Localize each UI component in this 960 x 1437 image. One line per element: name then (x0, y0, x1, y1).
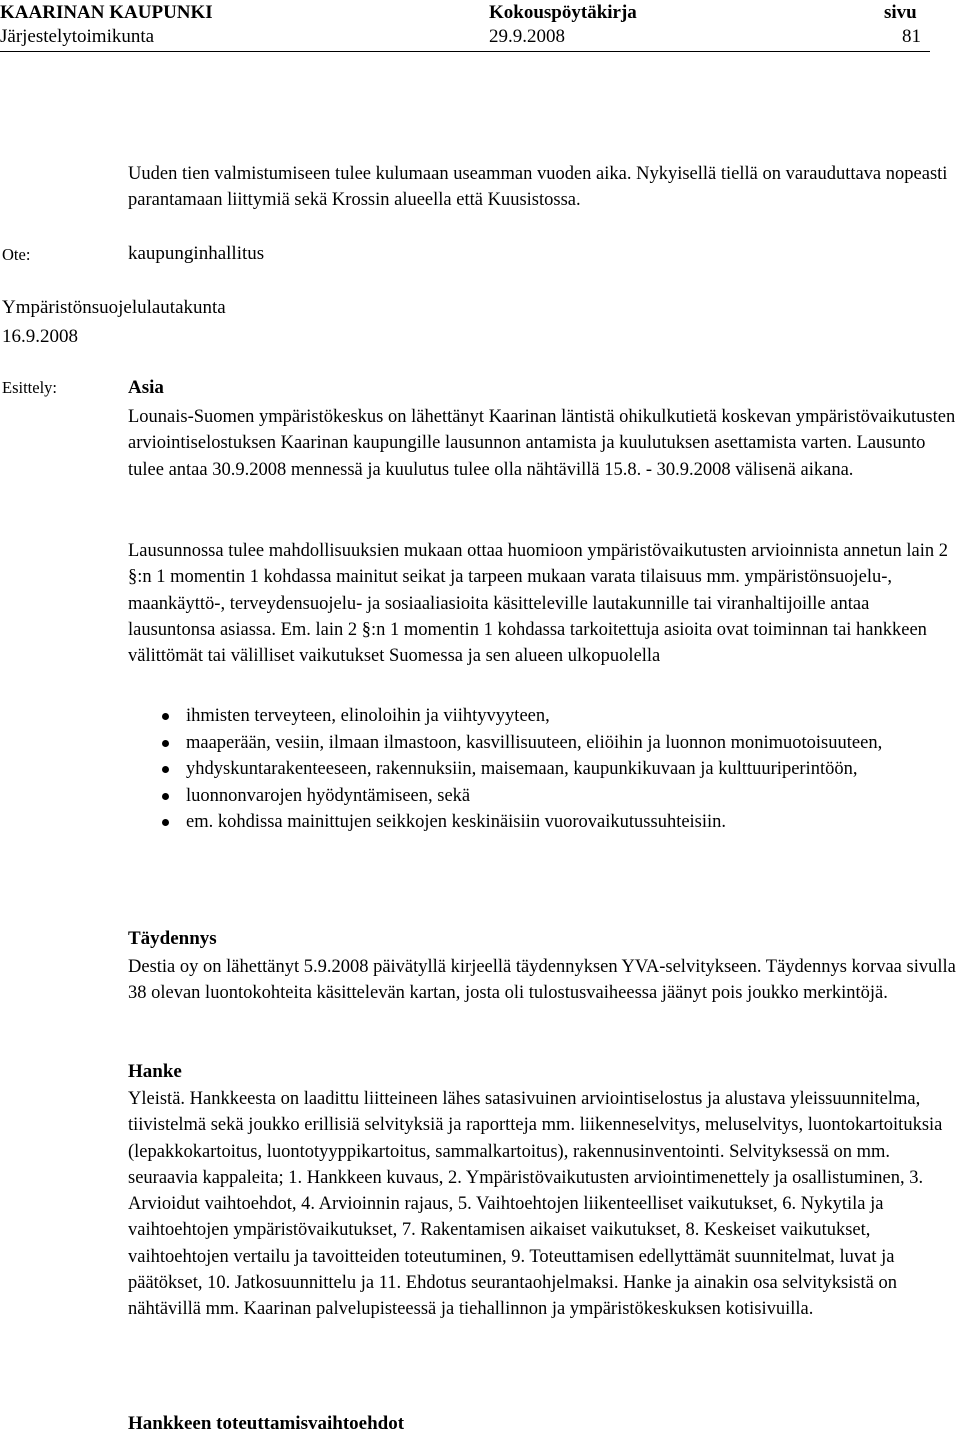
page-label: sivu (884, 2, 917, 23)
extract-label: Ote: (2, 245, 31, 264)
statement-paragraph: Lausunnossa tulee mahdollisuuksien mukaan ottaa huomioon ympäristövaikutusten arvioinnista annetun lain 2 §:n 1 momentin 1 kohdassa mainitut seikat ja tarpeen mukaan varata tilaisuus mm. ympäristönsuojelu-, maankäyttö-, terveydensuojelu- ja sosiaaliasioita käsitteleville lautakunnille tai viranhaltijoille antaa lausuntonsa asiassa. Em. lain 2 §:n 1 momentin 1 kohdassa tarkoitettuja asioita ovat toiminnan tai hankkeen välittömät tai välilliset vaikutukset Suomessa ja sen alueen ulkopuolella (128, 541, 949, 667)
asia-heading: Asia (128, 377, 164, 398)
list-item: ihmisten terveyteen, elinoloihin ja viihtyvyyteen, (128, 703, 956, 730)
list-item: yhdyskuntarakenteeseen, rakennuksiin, maisemaan, kaupunkikuvaan ja kulttuuriperintöön, (128, 756, 956, 783)
presentation-label: Esittely: (2, 378, 57, 397)
alternatives-heading: Hankkeen toteuttamisvaihtoehdot (128, 1413, 405, 1434)
committee-date: 16.9.2008 (2, 326, 78, 347)
list-item: maaperään, vesiin, ilmaan ilmastoon, kasvillisuuteen, eliöihin ja luonnon monimuotoisuuteen, (128, 730, 956, 757)
project-heading: Hanke (128, 1061, 182, 1082)
committee-name: Ympäristönsuojelulautakunta (2, 297, 226, 318)
list-item: em. kohdissa mainittujen seikkojen keskinäisiin vuorovaikutussuhteisiin. (128, 809, 956, 836)
extract-value: kaupunginhallitus (128, 243, 265, 264)
supplement-paragraph: Destia oy on lähettänyt 5.9.2008 päivätyllä kirjeellä täydennyksen YVA-selvitykseen. Täydennys korvaa sivulla 38 olevan luontokohteita käsittelevän kartan, josta oli tulostusvaiheessa jäänyt pois joukko merkintöjä. (128, 957, 956, 1004)
intro-paragraph: Uuden tien valmistumiseen tulee kulumaan useamman vuoden aika. Nykyisellä tiellä on varauduttava nopeasti parantamaan liittymiä sekä Krossin alueella että Kuusistossa. (128, 164, 948, 211)
project-paragraph: Yleistä. Hankkeesta on laadittu liitteineen lähes satasivuinen arviointiselostus ja alustava yleissuunnitelma, tiivistelmä sekä joukko erillisiä selvityksiä ja raportteja mm. liikenneselvitys, meluselvitys, luontokartoituksia (lepakkokartoitus, luontotyyppikartoitus, sammalkartoitus), rakennusinventointi. Selvityksessä on mm. seuraavia kappaleita; 1. Hankkeen kuvaus, 2. Ympäristövaikutusten arviointimenettely ja osallistuminen, 3. Arvioidut vaihtoehdot, 4. Arvioinnin rajaus, 5. Vaihtoehtojen liikenteelliset vaikutukset, 6. Nykytila ja vaihtoehtojen ympäristövaikutukset, 7. Rakentamisen aikaiset vaikutukset, 8. Keskeiset vaikutukset, vaihtoehtojen vertailu ja tavoitteiden toteutuminen, 9. Toteuttamisen edellyttämät suunnitelmat, luvat ja päätökset, 10. Jatkosuunnittelu ja 11. Ehdotus seurantaohjelmaksi. Hanke ja ainakin osa selvityksistä on nähtävillä mm. Kaarinan palvelupisteessä ja tiehallinnon ja ympäristökeskuksen kotisivuilla. (128, 1089, 943, 1320)
org-name: KAARINAN KAUPUNKI (0, 2, 213, 23)
meeting-body: Järjestelytoimikunta (0, 26, 155, 47)
supplement-heading: Täydennys (128, 928, 217, 949)
impact-list (128, 703, 956, 836)
meeting-date: 29.9.2008 (489, 26, 565, 47)
asia-paragraph: Lounais-Suomen ympäristökeskus on lähettänyt Kaarinan läntistä ohikulkutietä koskevan ympäristövaikutusten arviointiselostuksen Kaarinan kaupungille lausunnon antamista ja kuulutuksen asettamista varten. Lausunto tulee antaa 30.9.2008 mennessä ja kuulutus tulee olla nähtävillä 15.8. - 30.9.2008 välisenä aikana. (128, 407, 956, 480)
list-item: luonnonvarojen hyödyntämiseen, sekä (128, 783, 956, 810)
page-number: 81 (902, 26, 921, 47)
header-divider (0, 51, 930, 52)
document-type: Kokouspöytäkirja (489, 2, 637, 23)
